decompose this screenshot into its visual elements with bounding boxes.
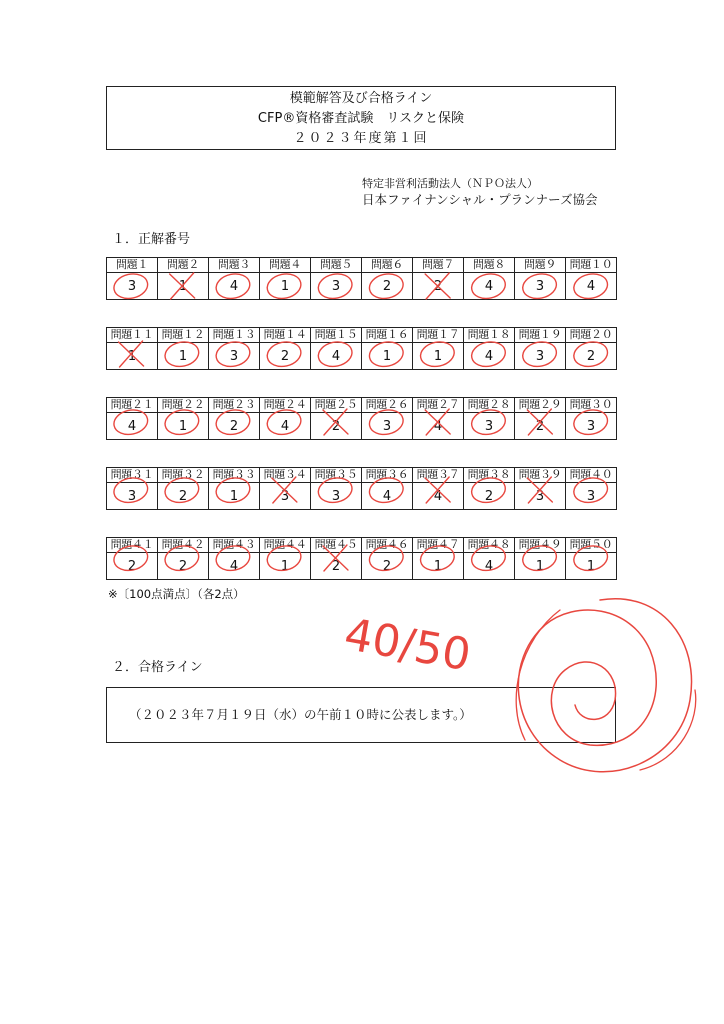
answer-table-5 <box>106 537 617 580</box>
answer-cell: 1 <box>413 553 464 580</box>
question-label: 問題６ <box>362 258 413 273</box>
answer-cell: 2 <box>311 553 362 580</box>
answer-cell: 3 <box>515 343 566 370</box>
answer-cell: 2 <box>311 413 362 440</box>
answer-tables <box>106 257 617 607</box>
answer-cell: 3 <box>311 273 362 300</box>
organization-block <box>362 177 597 209</box>
answer-cell: 3 <box>515 483 566 510</box>
answer-cell: 4 <box>464 273 515 300</box>
question-label: 問題２８ <box>464 398 515 413</box>
title-line-3: ２０２３年度第１回 <box>293 131 429 146</box>
question-label: 問題５ <box>311 258 362 273</box>
answer-cell: 2 <box>362 553 413 580</box>
answer-table-2 <box>106 327 617 370</box>
answer-cell: 3 <box>362 413 413 440</box>
answer-cell: 3 <box>464 413 515 440</box>
question-label: 問題１２ <box>158 328 209 343</box>
organization-name: 日本ファイナンシャル・プランナーズ協会 <box>362 192 598 207</box>
question-label: 問題４５ <box>311 538 362 553</box>
question-label: 問題１ <box>107 258 158 273</box>
answer-cell: 3 <box>209 343 260 370</box>
answer-cell: 2 <box>260 343 311 370</box>
answer-cell: 4 <box>209 553 260 580</box>
question-label: 問題３５ <box>311 468 362 483</box>
answer-cell: 1 <box>158 273 209 300</box>
double-circle-mark <box>518 599 691 772</box>
question-label: 問題４３ <box>209 538 260 553</box>
answer-cell: 3 <box>515 273 566 300</box>
question-label: 問題４９ <box>515 538 566 553</box>
pass-line-box <box>106 687 616 743</box>
title-line-1: 模範解答及び合格ライン <box>289 91 433 106</box>
question-label: 問題４２ <box>158 538 209 553</box>
answer-cell: 1 <box>260 553 311 580</box>
answer-cell: 2 <box>362 273 413 300</box>
question-label: 問題４１ <box>107 538 158 553</box>
question-label: 問題２０ <box>566 328 617 343</box>
answer-cell: 3 <box>260 483 311 510</box>
question-label: 問題２４ <box>260 398 311 413</box>
answer-cell: 2 <box>158 553 209 580</box>
question-label: 問題５０ <box>566 538 617 553</box>
question-label: 問題１９ <box>515 328 566 343</box>
answer-table-1 <box>106 257 617 300</box>
question-label: 問題３７ <box>413 468 464 483</box>
answer-cell: 1 <box>413 343 464 370</box>
question-label: 問題２６ <box>362 398 413 413</box>
question-label: 問題３９ <box>515 468 566 483</box>
answer-cell: 4 <box>311 343 362 370</box>
answer-cell: 2 <box>107 553 158 580</box>
question-label: 問題２ <box>158 258 209 273</box>
question-label: 問題３ <box>209 258 260 273</box>
title-box <box>106 86 616 150</box>
answer-cell: 3 <box>566 483 617 510</box>
question-label: 問題３６ <box>362 468 413 483</box>
question-label: 問題１１ <box>107 328 158 343</box>
answer-table-3 <box>106 397 617 440</box>
answer-cell: 2 <box>515 413 566 440</box>
handwritten-score: 40/50 <box>340 609 475 682</box>
answer-cell: 4 <box>260 413 311 440</box>
question-label: 問題４７ <box>413 538 464 553</box>
question-label: 問題１３ <box>209 328 260 343</box>
answer-cell: 1 <box>158 413 209 440</box>
answer-cell: 2 <box>464 483 515 510</box>
answer-cell: 2 <box>158 483 209 510</box>
answer-cell: 3 <box>566 413 617 440</box>
question-label: 問題１０ <box>566 258 617 273</box>
question-label: 問題４６ <box>362 538 413 553</box>
question-label: 問題１５ <box>311 328 362 343</box>
pass-line-text: （２０２３年７月１９日（水）の午前１０時に公表します。） <box>129 707 472 722</box>
question-label: 問題２５ <box>311 398 362 413</box>
answer-cell: 4 <box>209 273 260 300</box>
answer-cell: 4 <box>107 413 158 440</box>
question-label: 問題３１ <box>107 468 158 483</box>
question-label: 問題２３ <box>209 398 260 413</box>
question-label: 問題３０ <box>566 398 617 413</box>
answer-cell: 3 <box>107 273 158 300</box>
question-label: 問題８ <box>464 258 515 273</box>
question-label: 問題１８ <box>464 328 515 343</box>
answer-cell: 1 <box>158 343 209 370</box>
answer-cell: 4 <box>464 553 515 580</box>
question-label: 問題２１ <box>107 398 158 413</box>
question-label: 問題２９ <box>515 398 566 413</box>
question-label: 問題３３ <box>209 468 260 483</box>
answer-cell: 2 <box>566 343 617 370</box>
answer-cell: 1 <box>515 553 566 580</box>
question-label: 問題４０ <box>566 468 617 483</box>
answer-cell: 4 <box>362 483 413 510</box>
answer-table-4 <box>106 467 617 510</box>
question-label: 問題３２ <box>158 468 209 483</box>
question-label: 問題３４ <box>260 468 311 483</box>
question-label: 問題７ <box>413 258 464 273</box>
question-label: 問題１６ <box>362 328 413 343</box>
answer-cell: 2 <box>413 273 464 300</box>
question-label: 問題３８ <box>464 468 515 483</box>
score-note: ※〔100点満点〕（各2点） <box>108 587 245 601</box>
organization-type: 特定非営利活動法人（ＮＰＯ法人） <box>362 177 538 190</box>
answer-cell: 1 <box>260 273 311 300</box>
question-label: 問題９ <box>515 258 566 273</box>
question-label: 問題４ <box>260 258 311 273</box>
question-label: 問題１４ <box>260 328 311 343</box>
answer-cell: 1 <box>566 553 617 580</box>
answer-cell: 1 <box>107 343 158 370</box>
answer-cell: 4 <box>464 343 515 370</box>
question-label: 問題４４ <box>260 538 311 553</box>
answer-cell: 4 <box>413 413 464 440</box>
answer-cell: 2 <box>209 413 260 440</box>
question-label: 問題２７ <box>413 398 464 413</box>
answer-cell: 1 <box>362 343 413 370</box>
section-answers-title: １．正解番号 <box>112 232 191 247</box>
answer-cell: 3 <box>311 483 362 510</box>
question-label: 問題４８ <box>464 538 515 553</box>
answer-cell: 3 <box>107 483 158 510</box>
answer-cell: 1 <box>209 483 260 510</box>
question-label: 問題１７ <box>413 328 464 343</box>
title-line-2: CFP®資格審査試験 リスクと保険 <box>257 111 465 126</box>
answer-cell: 4 <box>413 483 464 510</box>
section-passline-title: ２．合格ライン <box>112 660 203 675</box>
answer-cell: 4 <box>566 273 617 300</box>
question-label: 問題２２ <box>158 398 209 413</box>
